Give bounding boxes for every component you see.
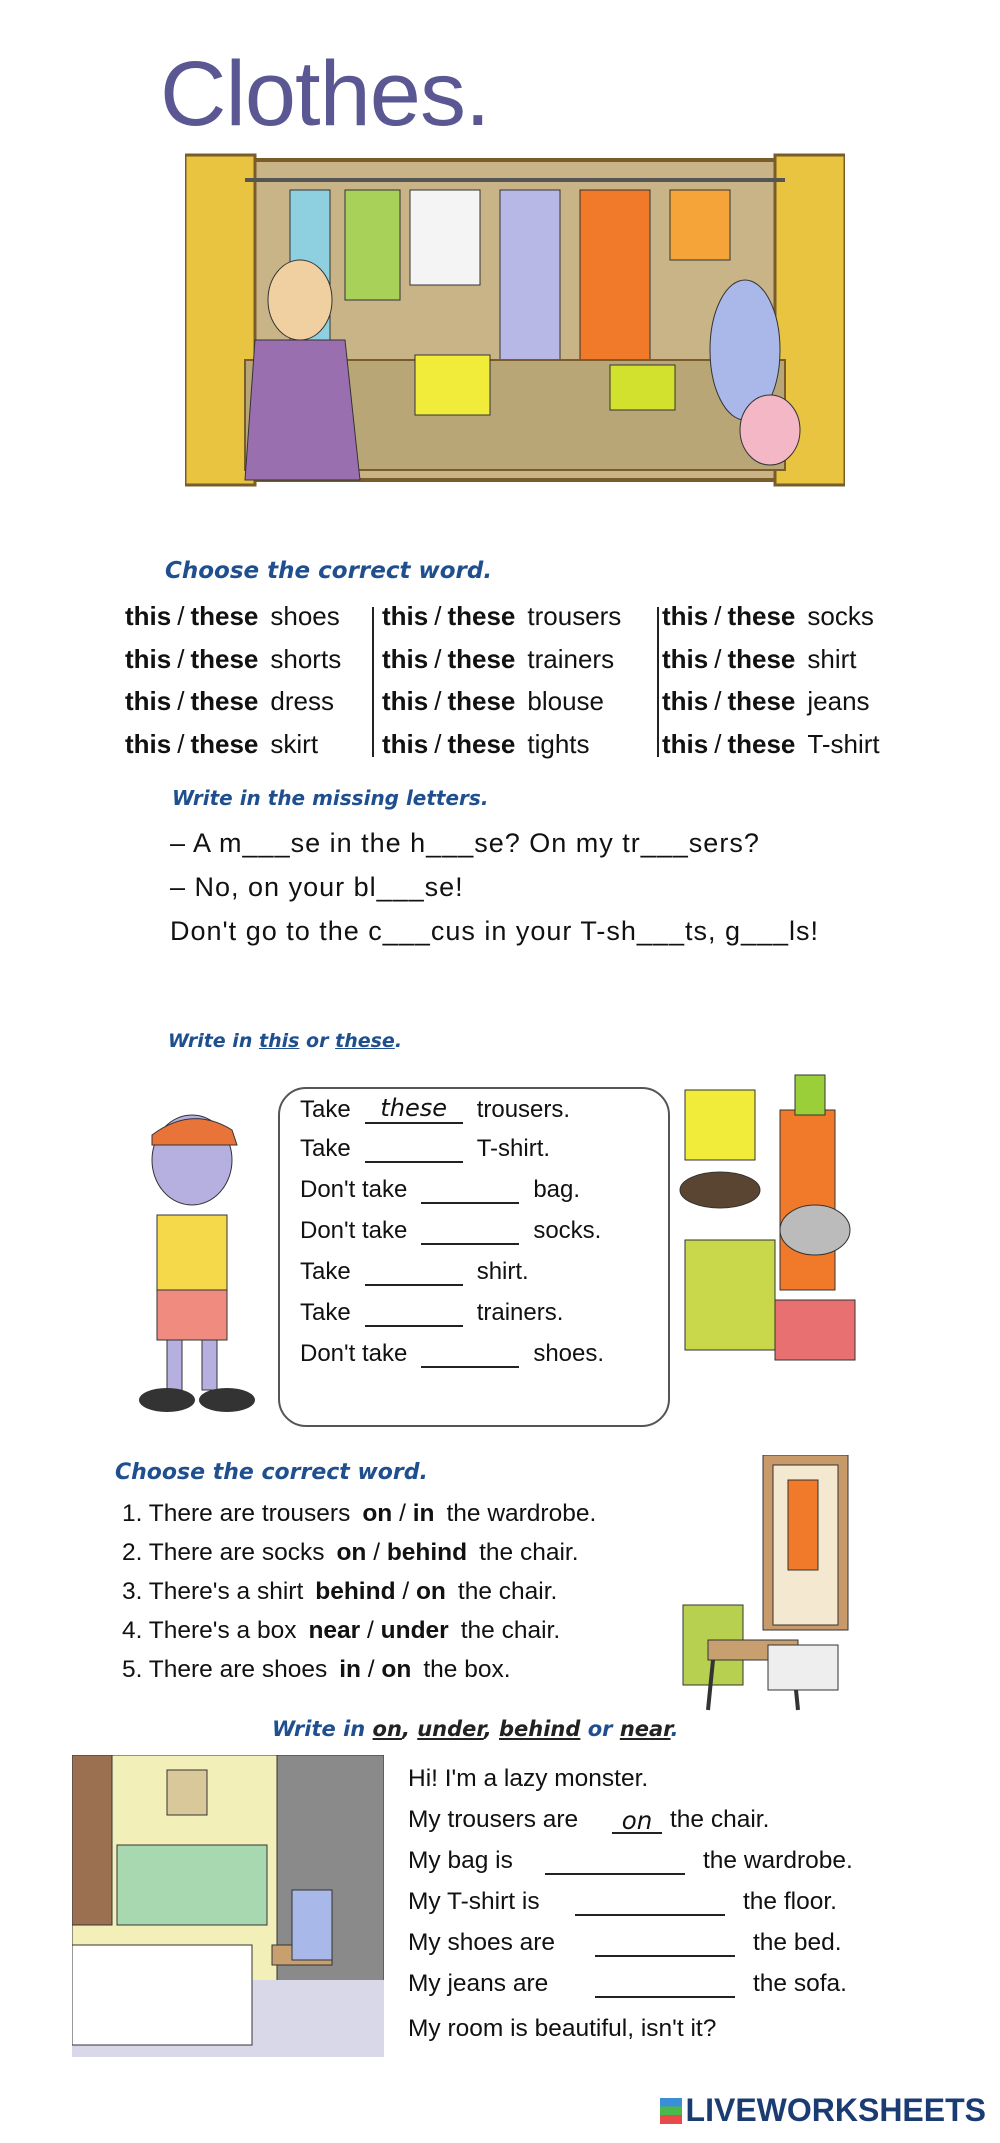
sentence-start: 1. There are trousers (122, 1500, 351, 1527)
answer-blank[interactable] (595, 1929, 735, 1957)
option-these[interactable]: these (727, 686, 796, 716)
missing-letters-line[interactable]: – A m___se in the h___se? On my tr___sers? (170, 828, 760, 858)
slash: / (714, 644, 722, 674)
choose-option-row[interactable] (125, 601, 340, 644)
option-these[interactable]: these (727, 644, 796, 674)
sentence-end: the wardrobe. (703, 1847, 853, 1874)
clothing-word: T-shirt (807, 729, 880, 759)
sentence-verb: Take (300, 1258, 351, 1285)
option-these[interactable]: these (447, 644, 516, 674)
choose-option-row[interactable] (382, 729, 590, 772)
slash: / (714, 601, 722, 631)
choose-option-row[interactable] (125, 729, 318, 772)
section3-heading: Write in this or these. (168, 1030, 403, 1052)
choose-option-row[interactable] (382, 601, 621, 644)
slash: / (392, 1500, 413, 1527)
bubble-sentence (300, 1176, 580, 1204)
slash: / (366, 1539, 387, 1566)
answer-blank[interactable]: these (365, 1094, 463, 1124)
sentence-end: the chair. (460, 1617, 561, 1644)
bubble-sentence (300, 1299, 563, 1327)
clothes-illustration (665, 1070, 885, 1420)
option-these[interactable]: these (190, 686, 259, 716)
clothing-word: shorts (270, 644, 342, 674)
option-this[interactable]: this (125, 601, 172, 631)
option-word[interactable]: behind (386, 1539, 468, 1566)
sentence-noun: T-shirt. (476, 1135, 551, 1162)
slash: / (714, 729, 722, 759)
sentence-noun: shoes. (533, 1340, 605, 1367)
option-word[interactable]: in (412, 1500, 435, 1527)
option-these[interactable]: these (447, 601, 516, 631)
sentence-verb: Don't take (300, 1340, 408, 1367)
sentence-noun: shirt. (476, 1258, 529, 1285)
answer-blank[interactable] (365, 1260, 463, 1286)
sentence-verb: Take (300, 1096, 351, 1123)
bubble-sentence (300, 1340, 604, 1368)
clothing-word: trainers (527, 644, 615, 674)
slash: / (434, 686, 442, 716)
option-word[interactable]: on (362, 1500, 393, 1527)
sentence-item (122, 1539, 579, 1567)
clothing-word: dress (270, 686, 334, 716)
section2-heading: Write in the missing letters. (172, 786, 489, 810)
liveworksheets-logo: LIVEWORKSHEETS (660, 2092, 986, 2129)
bubble-sentence (300, 1217, 601, 1245)
section5-heading: Write in on, under, behind or near. (272, 1717, 679, 1741)
sentence-end: the chair. (479, 1539, 579, 1566)
option-this[interactable]: this (125, 729, 172, 759)
sentence-end: the chair. (457, 1578, 558, 1605)
option-this[interactable]: this (662, 601, 709, 631)
slash: / (714, 686, 722, 716)
option-this[interactable]: this (382, 601, 429, 631)
section1-heading: Choose the correct word. (165, 558, 493, 584)
option-these[interactable]: these (447, 686, 516, 716)
slash: / (177, 601, 185, 631)
sentence-verb: Don't take (300, 1176, 408, 1203)
option-this[interactable]: this (662, 729, 709, 759)
sentence-end: the bed. (753, 1929, 842, 1956)
sentence-verb: Take (300, 1299, 351, 1326)
lazy-monster-outro: My room is beautiful, isn't it? (408, 2015, 717, 2042)
slash: / (434, 729, 442, 759)
slash: / (177, 644, 185, 674)
answer-blank[interactable] (421, 1219, 519, 1245)
grid-divider (372, 607, 374, 757)
slash: / (395, 1578, 416, 1605)
option-this[interactable]: this (125, 644, 172, 674)
sentence-noun: bag. (533, 1176, 581, 1203)
option-word[interactable]: on (415, 1578, 446, 1605)
sentence-start: My bag is (408, 1847, 513, 1874)
choose-option-row[interactable] (382, 686, 604, 729)
missing-letters-line[interactable]: Don't go to the c___cus in your T-sh___ts, g___ls! (170, 916, 820, 946)
sentence-verb: Don't take (300, 1217, 408, 1244)
grid-divider (657, 607, 659, 757)
choose-option-row[interactable] (125, 644, 341, 687)
bubble-sentence (300, 1094, 570, 1124)
sentence-noun: trainers. (476, 1299, 564, 1326)
sentence-verb: Take (300, 1135, 351, 1162)
bubble-sentence (300, 1258, 529, 1286)
answer-blank[interactable]: on (612, 1806, 662, 1834)
slash: / (360, 1617, 381, 1644)
option-word[interactable]: on (336, 1539, 367, 1566)
choose-option-row[interactable] (662, 644, 857, 687)
choose-option-row[interactable] (662, 729, 880, 772)
monster-illustration (112, 1105, 272, 1425)
option-these[interactable]: these (190, 644, 259, 674)
clothing-word: jeans (807, 686, 870, 716)
liveworksheets-icon (660, 2098, 682, 2124)
slash: / (360, 1656, 382, 1683)
answer-blank[interactable] (575, 1888, 725, 1916)
option-these[interactable]: these (190, 601, 259, 631)
clothing-word: socks (807, 601, 874, 631)
option-these[interactable]: these (447, 729, 516, 759)
option-word[interactable]: near (308, 1617, 361, 1644)
sentence-start: My jeans are (408, 1970, 549, 1997)
clothing-word: blouse (527, 686, 605, 716)
missing-letters-line[interactable]: – No, on your bl___se! (170, 872, 464, 902)
sentence-end: the chair. (670, 1806, 770, 1833)
answer-blank[interactable] (421, 1178, 519, 1204)
sentence-noun: socks. (533, 1217, 602, 1244)
clothing-word: skirt (270, 729, 319, 759)
slash: / (177, 729, 185, 759)
option-word[interactable]: behind (315, 1578, 396, 1605)
sentence-start: 5. There are shoes (122, 1656, 328, 1683)
option-word[interactable]: in (339, 1656, 361, 1683)
wardrobe-illustration (185, 150, 845, 520)
option-this[interactable]: this (125, 686, 172, 716)
section4-heading: Choose the correct word. (115, 1460, 428, 1485)
option-this[interactable]: this (662, 686, 709, 716)
option-these[interactable]: these (190, 729, 259, 759)
sentence-start: My trousers are (408, 1806, 579, 1833)
option-this[interactable]: this (382, 729, 429, 759)
sentence-start: 2. There are socks (122, 1539, 325, 1566)
answer-blank[interactable] (595, 1970, 735, 1998)
sentence-start: 3. There's a shirt (122, 1578, 304, 1605)
clothing-word: tights (527, 729, 590, 759)
option-this[interactable]: this (382, 686, 429, 716)
sentence-start: My shoes are (408, 1929, 556, 1956)
bubble-sentence (300, 1135, 550, 1163)
choose-option-row[interactable] (382, 644, 614, 687)
clothing-word: shirt (807, 644, 857, 674)
sentence-item (122, 1500, 596, 1528)
option-these[interactable]: these (727, 601, 796, 631)
answer-blank[interactable] (421, 1342, 519, 1368)
option-this[interactable]: this (382, 644, 429, 674)
sentence-item (122, 1578, 557, 1606)
option-this[interactable]: this (662, 644, 709, 674)
choose-option-row[interactable] (662, 601, 874, 644)
choose-option-row[interactable] (662, 686, 870, 729)
answer-blank[interactable] (545, 1847, 685, 1875)
sentence-end: the box. (423, 1656, 511, 1683)
option-word[interactable]: on (381, 1656, 412, 1683)
sentence-end: the floor. (743, 1888, 837, 1915)
sentence-start: 4. There's a box (122, 1617, 297, 1644)
clothing-word: shoes (270, 601, 340, 631)
chair-wardrobe-illustration (668, 1455, 868, 1715)
sentence-start: My T-shirt is (408, 1888, 540, 1915)
slash: / (177, 686, 185, 716)
slash: / (434, 601, 442, 631)
sentence-item (122, 1617, 560, 1645)
page-title: Clothes. (160, 43, 490, 145)
bedroom-illustration (72, 1755, 384, 2057)
option-word[interactable]: under (380, 1617, 449, 1644)
lazy-monster-intro: Hi! I'm a lazy monster. (408, 1765, 649, 1792)
answer-blank[interactable] (365, 1137, 463, 1163)
answer-blank[interactable] (365, 1301, 463, 1327)
clothing-word: trousers (527, 601, 622, 631)
sentence-item (122, 1656, 511, 1684)
sentence-end: the sofa. (753, 1970, 847, 1997)
sentence-end: the wardrobe. (446, 1500, 597, 1527)
option-these[interactable]: these (727, 729, 796, 759)
sentence-noun: trousers. (476, 1096, 571, 1123)
choose-option-row[interactable] (125, 686, 334, 729)
slash: / (434, 644, 442, 674)
